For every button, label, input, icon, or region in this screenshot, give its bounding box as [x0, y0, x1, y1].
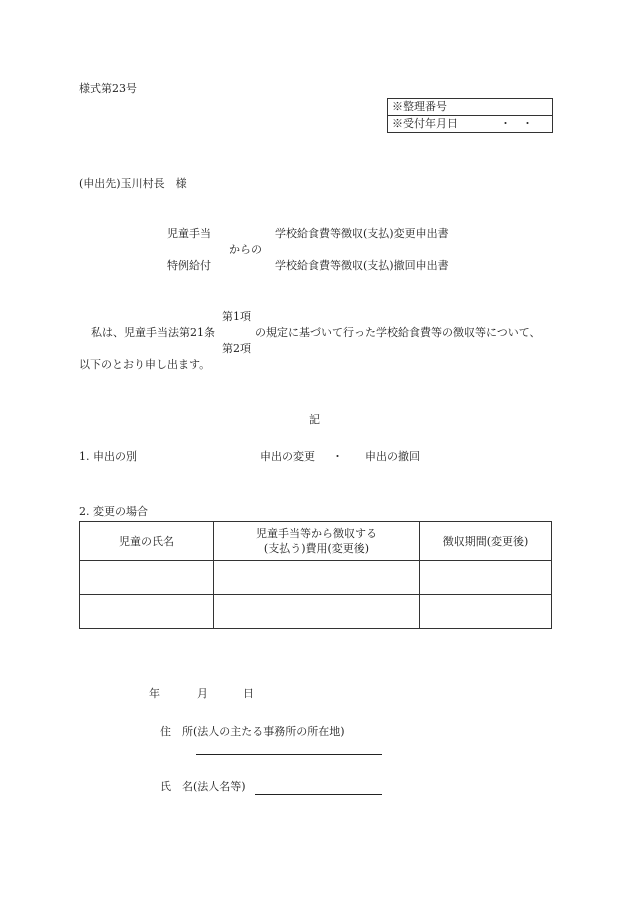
- table-header-row: [80, 522, 552, 561]
- section1-label: 1. 申出の別: [79, 450, 137, 463]
- body-line2: 以下のとおり申し出ます。: [79, 358, 211, 371]
- ki-heading: 記: [309, 413, 320, 426]
- option-change: 申出の変更: [260, 450, 315, 463]
- header-cost: [214, 522, 420, 561]
- cell-cost[interactable]: [214, 561, 420, 595]
- reference-number-label: ※整理番号: [392, 100, 447, 113]
- cell-period[interactable]: [420, 595, 552, 629]
- name-input-line[interactable]: [255, 794, 382, 795]
- title-benefit-child: 児童手当: [167, 227, 211, 240]
- option-separator: ・: [332, 450, 343, 463]
- cell-cost[interactable]: [214, 595, 420, 629]
- reference-box: [387, 98, 553, 133]
- option-withdraw: 申出の撤回: [365, 450, 420, 463]
- table-row: [80, 595, 552, 629]
- name-label: 氏 名(法人名等): [160, 780, 246, 793]
- title-change-request: 学校給食費等徴収(支払)変更申出書: [275, 227, 449, 240]
- cell-child-name[interactable]: [80, 595, 214, 629]
- reference-row-date: [388, 116, 552, 133]
- cell-period[interactable]: [420, 561, 552, 595]
- clause-2: 第2項: [222, 342, 251, 355]
- title-from: からの: [229, 243, 262, 256]
- address-input-line[interactable]: [196, 754, 382, 755]
- header-cost-line2: (支払う)費用(変更後): [263, 542, 370, 555]
- clause-1: 第1項: [222, 310, 251, 323]
- address-label: 住 所(法人の主たる事務所の所在地): [160, 725, 345, 738]
- date-year: 年: [149, 687, 160, 700]
- section2-label: 2. 変更の場合: [79, 505, 148, 518]
- body-line1-end: の規定に基づいて行った学校給食費等の徴収等について、: [255, 326, 541, 339]
- body-line1-start: 私は、児童手当法第21条: [91, 326, 215, 339]
- date-day: 日: [243, 687, 254, 700]
- recipient: (申出先)玉川村長 様: [79, 177, 187, 190]
- reference-date-value: ・ ・: [500, 117, 533, 130]
- header-cost-line1: 児童手当等から徴収する: [256, 527, 377, 540]
- change-table: [79, 521, 552, 629]
- header-period: 徴収期間(変更後): [420, 522, 552, 561]
- reference-row-number: [388, 99, 552, 116]
- header-child-name: 児童の氏名: [80, 522, 214, 561]
- cell-child-name[interactable]: [80, 561, 214, 595]
- reference-date-label: ※受付年月日: [392, 117, 458, 130]
- title-benefit-special: 特例給付: [167, 259, 211, 272]
- date-month: 月: [197, 687, 208, 700]
- title-withdraw-request: 学校給食費等徴収(支払)撤回申出書: [275, 259, 449, 272]
- form-number: 様式第23号: [79, 82, 137, 95]
- table-row: [80, 561, 552, 595]
